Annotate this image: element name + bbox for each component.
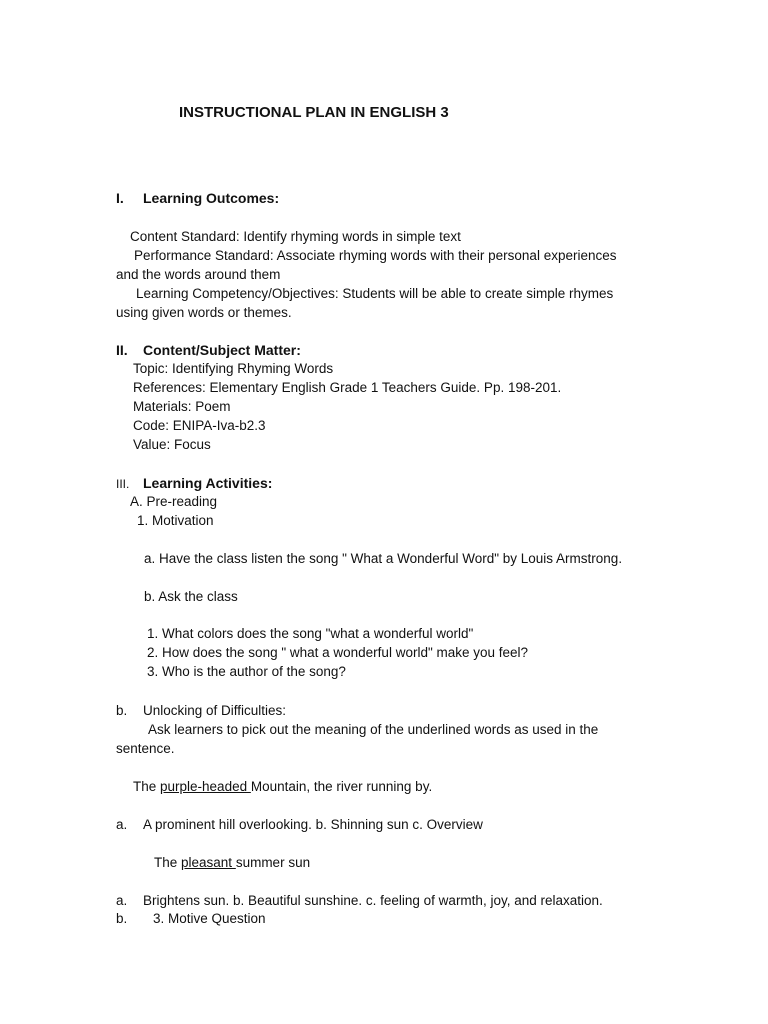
performance-standard-line2: and the words around them [116, 267, 281, 282]
question-item: 2. How does the song " what a wonderful world" make you feel? [147, 645, 529, 660]
example-sentence-2 [154, 854, 310, 872]
motive-question-text: 3. Motive Question [153, 911, 266, 926]
example-sentence-1 [133, 778, 432, 796]
activity-item-a: a. Have the class listen the song " What a Wonderful Word" by Louis Armstrong. [144, 551, 623, 566]
unlocking-heading [116, 702, 286, 720]
section-numeral: III. [116, 477, 130, 491]
section-numeral: II. [116, 342, 128, 358]
section-heading-text: Learning Activities: [143, 475, 273, 491]
question-item: 1. What colors does the song "what a wonderful world" [147, 626, 474, 641]
code: Code: ENIPA-Iva-b2.3 [133, 418, 266, 433]
choices-text: A prominent hill overlooking. b. Shinning sun c. Overview [143, 817, 483, 832]
motivation: 1. Motivation [137, 513, 214, 528]
content-standard: Content Standard: Identify rhyming words in simple text [130, 229, 461, 244]
performance-standard-line1: Performance Standard: Associate rhyming words with their personal experiences [134, 248, 617, 263]
section-heading-text: Content/Subject Matter: [143, 342, 301, 358]
unlocking-instruction-line1: Ask learners to pick out the meaning of the underlined words as used in the [148, 722, 599, 737]
references: References: Elementary English Grade 1 Teachers Guide. Pp. 198-201. [133, 380, 562, 395]
topic: Topic: Identifying Rhyming Words [133, 361, 334, 376]
sentence-text: The [133, 779, 161, 794]
choices-text: Brightens sun. b. Beautiful sunshine. c. feeling of warmth, joy, and relaxation. [143, 893, 603, 908]
underlined-word: pleasant [181, 855, 236, 870]
unlocking-heading-text: Unlocking of Difficulties: [143, 703, 287, 718]
motive-question [116, 910, 266, 928]
sentence-text: The [154, 855, 182, 870]
learning-competency-line1: Learning Competency/Objectives: Students will be able to create simple rhymes [136, 286, 614, 301]
section-numeral: I. [116, 190, 124, 206]
list-letter: a. [116, 817, 128, 832]
sentence-text: summer sun [235, 855, 311, 870]
list-letter: b. [116, 911, 128, 926]
section-learning-activities-heading [116, 474, 272, 493]
sentence-text: Mountain, the river running by. [250, 779, 433, 794]
value: Value: Focus [133, 437, 211, 452]
answer-choices-1 [116, 816, 483, 834]
unlocking-instruction-line2: sentence. [116, 741, 175, 756]
list-letter: a. [116, 893, 128, 908]
section-content-heading [116, 341, 301, 359]
underlined-word: purple-headed [160, 779, 251, 794]
section-heading-text: Learning Outcomes: [143, 190, 280, 206]
document-title: INSTRUCTIONAL PLAN IN ENGLISH 3 [179, 104, 449, 121]
pre-reading: A. Pre-reading [130, 494, 218, 509]
materials: Materials: Poem [133, 399, 231, 414]
activity-item-b: b. Ask the class [144, 589, 238, 604]
section-learning-outcomes-heading [116, 189, 279, 207]
learning-competency-line2: using given words or themes. [116, 305, 292, 320]
answer-choices-2 [116, 892, 603, 910]
question-item: 3. Who is the author of the song? [147, 664, 346, 679]
list-letter: b. [116, 703, 128, 718]
